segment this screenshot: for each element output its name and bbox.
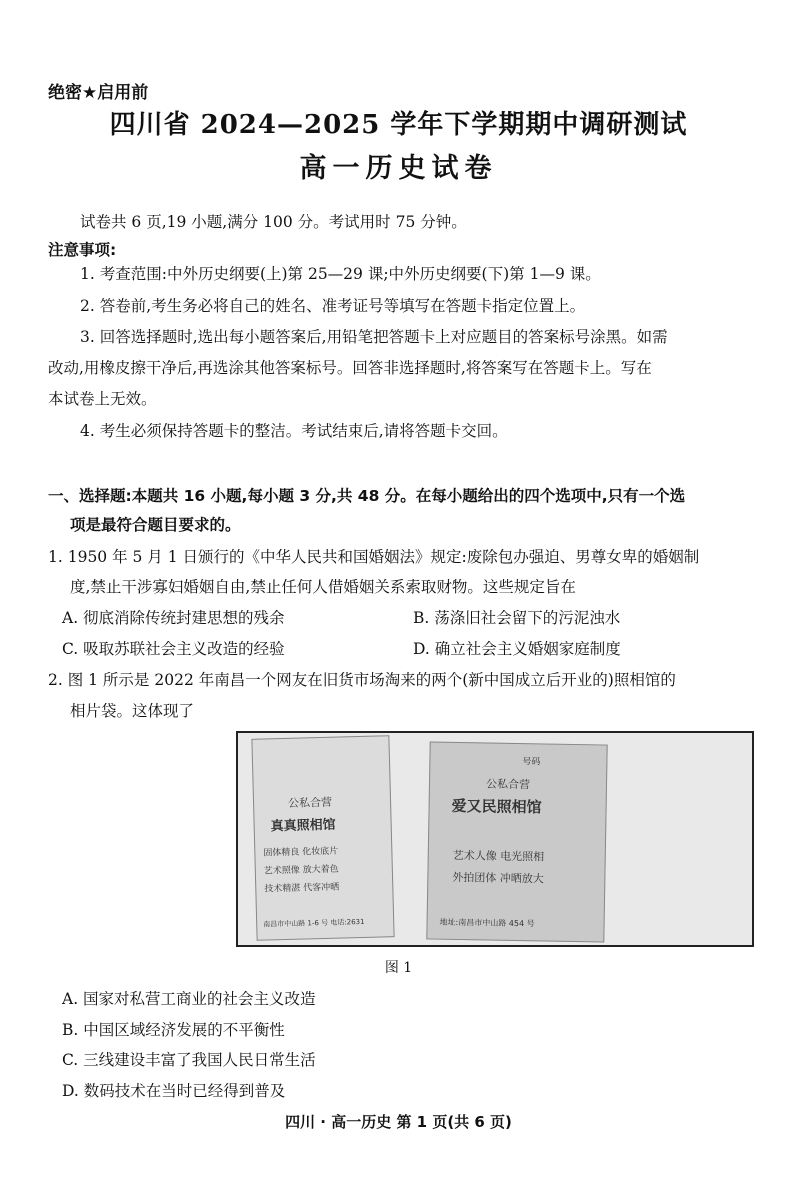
exam-title: 四川省 2024—2025 学年下学期期中调研测试 [109,110,688,140]
question-1-option-d: D. 确立社会主义婚姻家庭制度 [413,640,621,658]
question-2-option-c: C. 三线建设丰富了我国人民日常生活 [62,1051,316,1069]
bag2-line1: 艺术人像 电光照相 [452,848,545,864]
question-1-option-c: C. 吸取苏联社会主义改造的经验 [62,640,285,658]
question-1-option-b: B. 荡涤旧社会留下的污泥浊水 [413,609,621,627]
bag2-bottom: 地址:南昌市中山路 454 号 [439,917,535,929]
notice-item-3-cont: 改动,用橡皮擦干净后,再选涂其他答案标号。回答非选择题时,将答案写在答题卡上。写在 [48,359,652,377]
bag2-top-text: 公私合营 [485,777,531,792]
photo-bag-left [251,735,394,941]
exam-intro: 试卷共 6 页,19 小题,满分 100 分。考试用时 75 分钟。 [80,213,467,231]
photo-bag-right [426,741,607,942]
bag1-name: 真真照相馆 [270,817,336,835]
exam-subtitle: 高一历史试卷 [299,153,498,184]
notice-heading: 注意事项: [48,241,117,259]
bag2-number: 号码 [522,757,541,768]
question-2-stem: 2. 图 1 所示是 2022 年南昌一个网友在旧货市场淘来的两个(新中国成立后开业的)照相馆的 [48,671,676,689]
notice-item-1: 1. 考查范围:中外历史纲要(上)第 25—29 课;中外历史纲要(下)第 1—9 课。 [80,265,601,283]
bag1-top-text: 公私合营 [287,795,333,810]
question-1-option-a: A. 彻底消除传统封建思想的残余 [62,609,285,627]
question-1-stem: 1. 1950 年 5 月 1 日颁行的《中华人民共和国婚姻法》规定:废除包办强迫、男尊女卑的婚姻制 [48,548,700,566]
notice-item-3: 3. 回答选择题时,选出每小题答案后,用铅笔把答题卡上对应题目的答案标号涂黑。如需 [80,328,668,346]
bag2-line2: 外拍团体 冲晒放大 [452,870,544,886]
bag2-name: 爱又民照相馆 [451,796,542,817]
question-1-stem-cont: 度,禁止干涉寡妇婚姻自由,禁止任何人借婚姻关系索取财物。这些规定旨在 [70,578,576,596]
section-heading: 一、选择题:本题共 16 小题,每小题 3 分,共 48 分。在每小题给出的四个选项中,只有一个选 [48,487,686,505]
confidential-label: 绝密★启用前 [48,83,149,103]
bag1-line3: 技术精湛 代客冲晒 [264,882,340,895]
question-2-option-d: D. 数码技术在当时已经得到普及 [62,1082,286,1100]
notice-item-2: 2. 答卷前,考生务必将自己的姓名、准考证号等填写在答题卡指定位置上。 [80,297,586,315]
figure-photo-bags [236,731,754,947]
bag1-bottom: 南昌市中山路 1-6 号 电话:2631 [263,917,365,929]
page-footer: 四川 · 高一历史 第 1 页(共 6 页) [285,1113,512,1131]
figure-caption: 图 1 [384,960,413,976]
question-2-stem-cont: 相片袋。这体现了 [70,702,195,720]
question-2-option-b: B. 中国区域经济发展的不平衡性 [62,1021,285,1039]
notice-item-4: 4. 考生必须保持答题卡的整洁。考试结束后,请将答题卡交回。 [80,422,508,440]
question-2-option-a: A. 国家对私营工商业的社会主义改造 [62,990,316,1008]
section-heading-cont: 项是最符合题目要求的。 [70,516,241,534]
bag1-line1: 固体精良 化妆底片 [263,846,339,859]
bag1-line2: 艺术照像 放大着色 [263,864,339,877]
notice-item-3-end: 本试卷上无效。 [48,390,157,408]
